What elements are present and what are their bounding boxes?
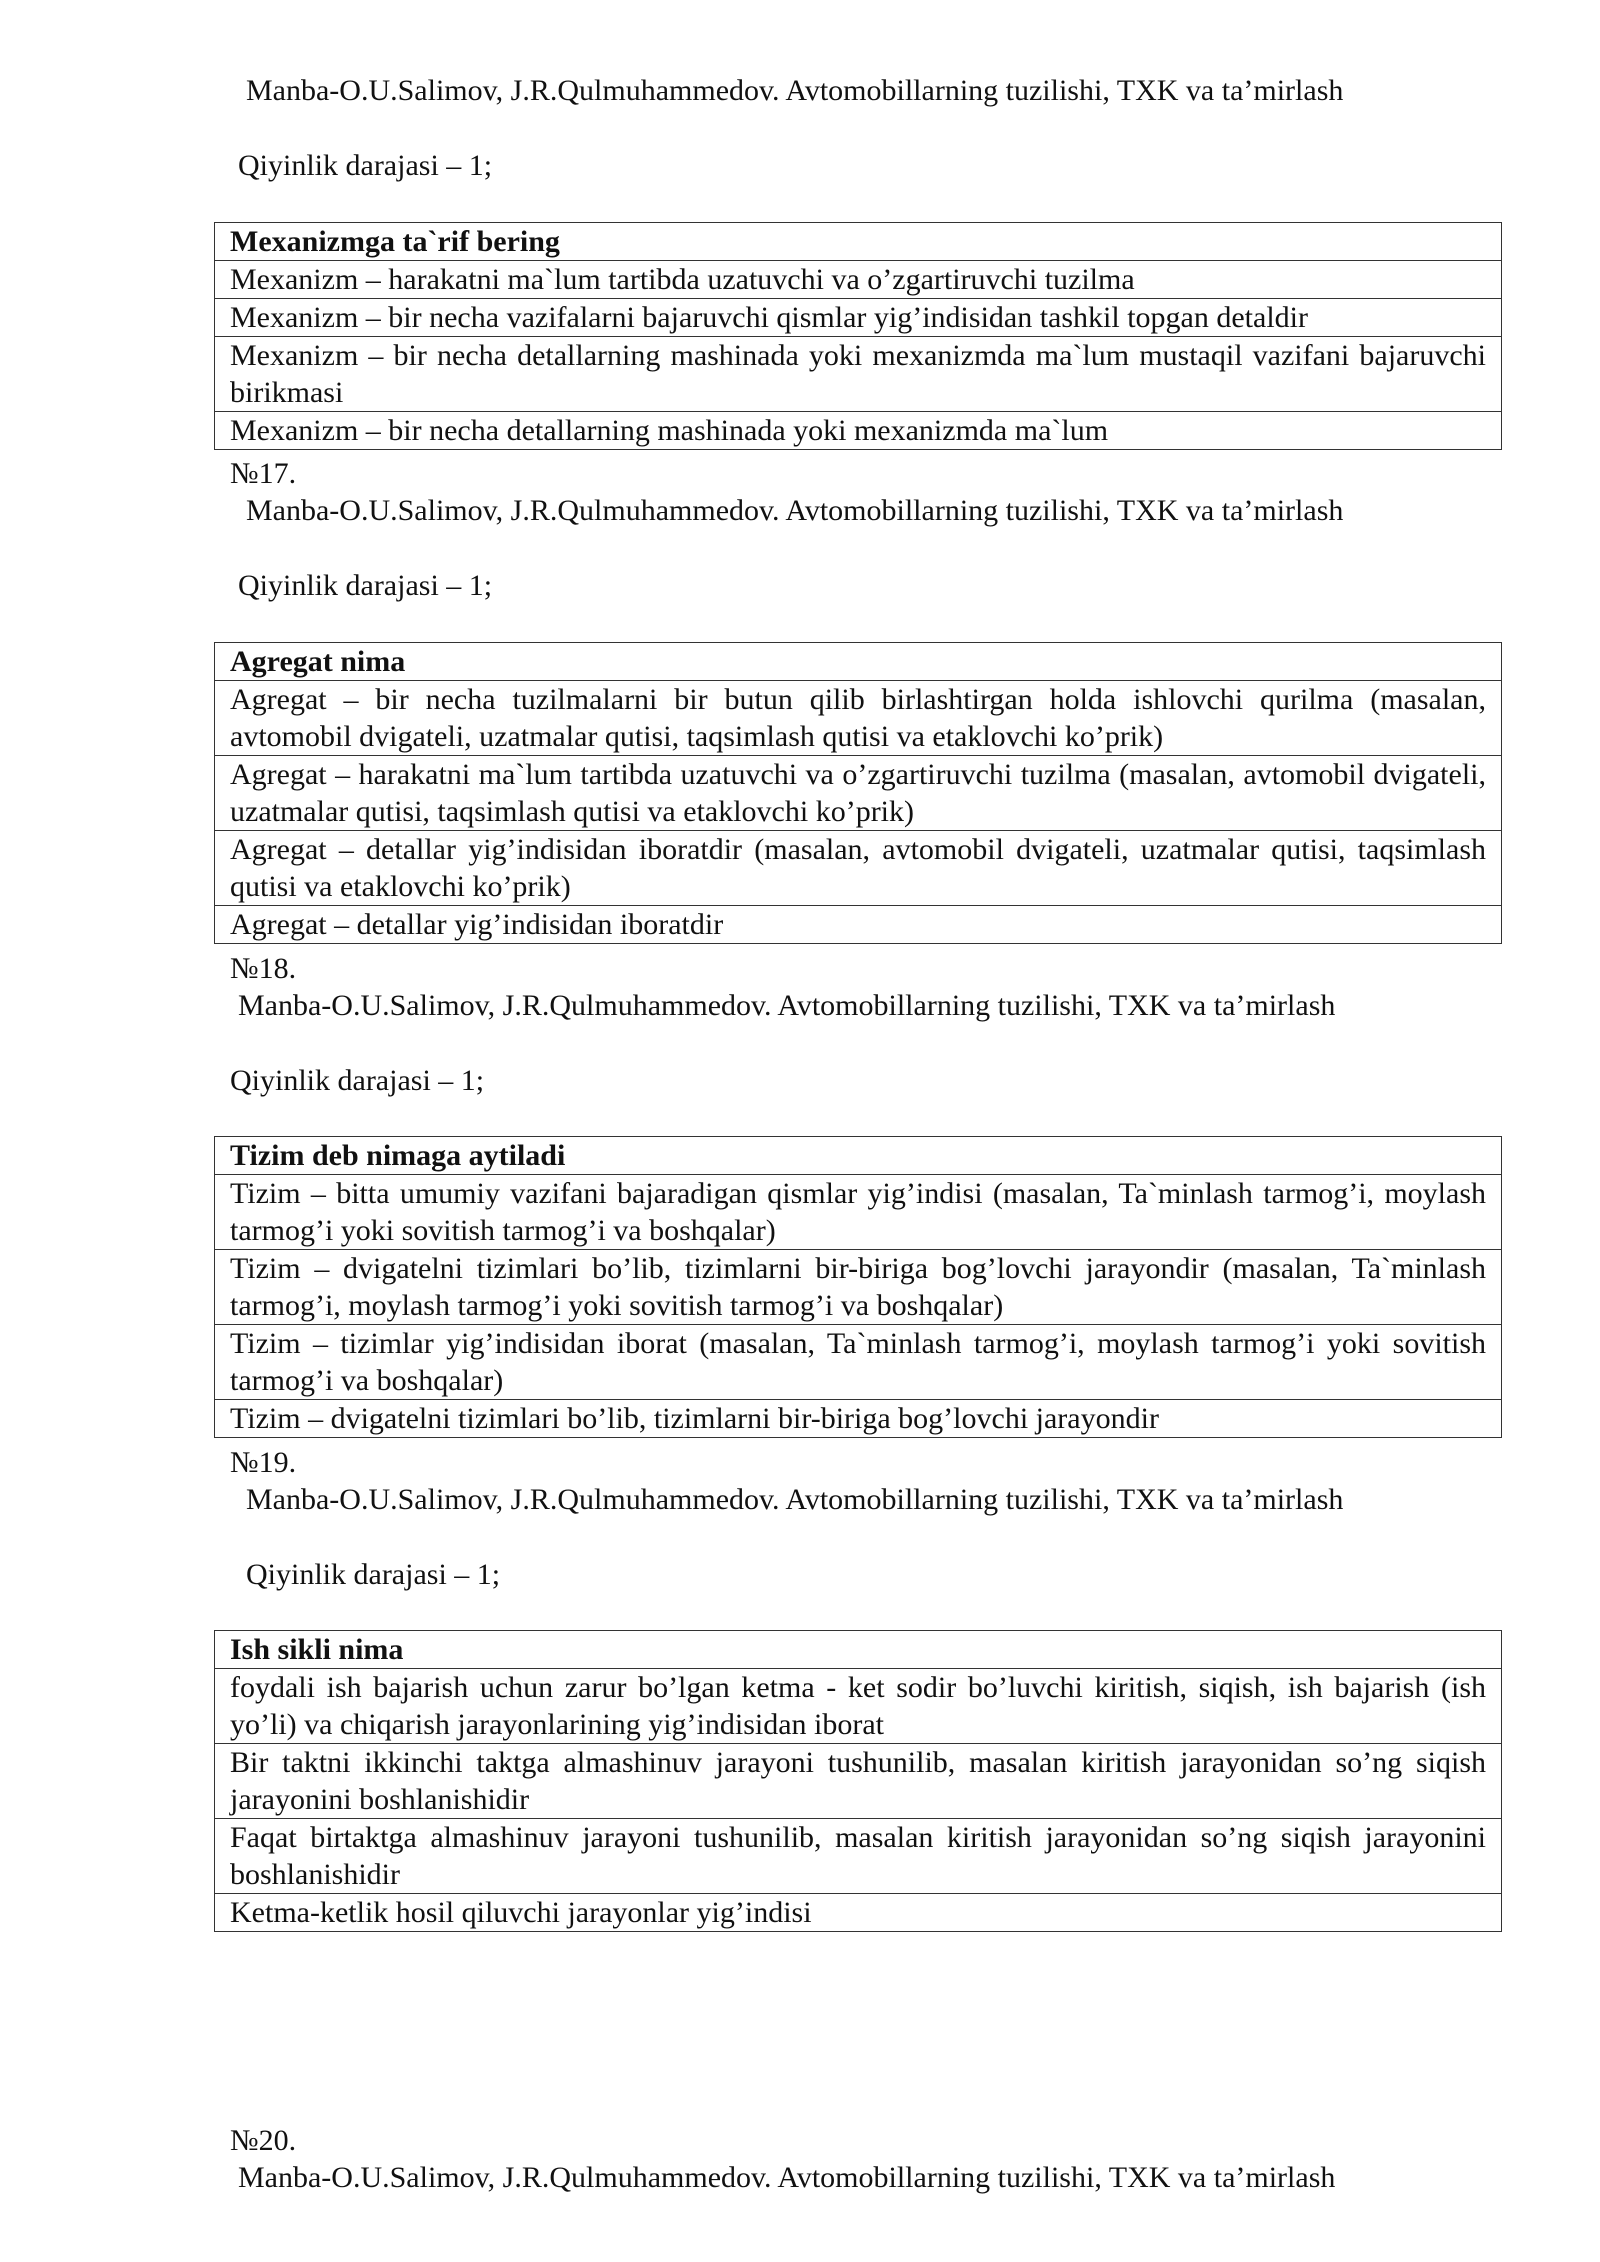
source-line: Manba-O.U.Salimov, J.R.Qulmuhammedov. Avtomobillarning tuzilishi, TXK va ta’mirlash [246, 1483, 1344, 1516]
question-number: №20. [230, 2124, 297, 2157]
source-line: Manba-O.U.Salimov, J.R.Qulmuhammedov. Avtomobillarning tuzilishi, TXK va ta’mirlash [246, 494, 1344, 527]
question-table [214, 1630, 1502, 1932]
source-line: Manba-O.U.Salimov, J.R.Qulmuhammedov. Avtomobillarning tuzilishi, TXK va ta’mirlash [238, 989, 1336, 1022]
question-table [214, 642, 1502, 944]
question-number: №19. [230, 1446, 297, 1479]
source-line: Manba-O.U.Salimov, J.R.Qulmuhammedov. Avtomobillarning tuzilishi, TXK va ta’mirlash [238, 2161, 1336, 2194]
question-heading: Mexanizmga ta`rif bering [215, 223, 1502, 261]
answer-option: Tizim – bitta umumiy vazifani bajaradigan qismlar yig’indisi (masalan, Ta`minlash tarmog’i, moylash tarmog’i yoki sovitish tarmog’i va boshqalar) [215, 1175, 1502, 1250]
answer-option: Mexanizm – harakatni ma`lum tartibda uzatuvchi va o’zgartiruvchi tuzilma [215, 261, 1502, 299]
question-heading: Tizim deb nimaga aytiladi [215, 1137, 1502, 1175]
difficulty-line: Qiyinlik darajasi – 1; [238, 569, 493, 602]
answer-option: Tizim – dvigatelni tizimlari bo’lib, tizimlarni bir-biriga bog’lovchi jarayondir (masalan, Ta`minlash tarmog’i, moylash tarmog’i yoki sovitish tarmog’i va boshqalar) [215, 1250, 1502, 1325]
question-heading: Ish sikli nima [215, 1631, 1502, 1669]
answer-option: Tizim – tizimlar yig’indisidan iborat (masalan, Ta`minlash tarmog’i, moylash tarmog’i yoki sovitish tarmog’i va boshqalar) [215, 1325, 1502, 1400]
question-number: №17. [230, 457, 297, 490]
answer-option: Ketma-ketlik hosil qiluvchi jarayonlar yig’indisi [215, 1894, 1502, 1932]
answer-option: Agregat – harakatni ma`lum tartibda uzatuvchi va o’zgartiruvchi tuzilma (masalan, avtomobil dvigateli, uzatmalar qutisi, taqsimlash qutisi va etaklovchi ko’prik) [215, 756, 1502, 831]
question-number: №18. [230, 952, 297, 985]
answer-option: Tizim – dvigatelni tizimlari bo’lib, tizimlarni bir-biriga bog’lovchi jarayondir [215, 1400, 1502, 1438]
question-heading: Agregat nima [215, 643, 1502, 681]
answer-option: Bir taktni ikkinchi taktga almashinuv jarayoni tushunilib, masalan kiritish jarayonidan so’ng siqish jarayonini boshlanishidir [215, 1744, 1502, 1819]
answer-option: Mexanizm – bir necha detallarning mashinada yoki mexanizmda ma`lum [215, 412, 1502, 450]
answer-option: Agregat – detallar yig’indisidan iboratdir [215, 906, 1502, 944]
difficulty-line: Qiyinlik darajasi – 1; [246, 1558, 501, 1591]
difficulty-line: Qiyinlik darajasi – 1; [238, 149, 493, 182]
answer-option: Mexanizm – bir necha vazifalarni bajaruvchi qismlar yig’indisidan tashkil topgan detaldir [215, 299, 1502, 337]
answer-option: Mexanizm – bir necha detallarning mashinada yoki mexanizmda ma`lum mustaqil vazifani bajaruvchi birikmasi [215, 337, 1502, 412]
source-line: Manba-O.U.Salimov, J.R.Qulmuhammedov. Avtomobillarning tuzilishi, TXK va ta’mirlash [246, 74, 1344, 107]
answer-option: Agregat – bir necha tuzilmalarni bir butun qilib birlashtirgan holda ishlovchi qurilma (masalan, avtomobil dvigateli, uzatmalar qutisi, taqsimlash qutisi va etaklovchi ko’prik) [215, 681, 1502, 756]
answer-option: Faqat birtaktga almashinuv jarayoni tushunilib, masalan kiritish jarayonidan so’ng siqish jarayonini boshlanishidir [215, 1819, 1502, 1894]
answer-option: Agregat – detallar yig’indisidan iboratdir (masalan, avtomobil dvigateli, uzatmalar qutisi, taqsimlash qutisi va etaklovchi ko’prik) [215, 831, 1502, 906]
question-table [214, 1136, 1502, 1438]
answer-option: foydali ish bajarish uchun zarur bo’lgan ketma - ket sodir bo’luvchi kiritish, siqish, ish bajarish (ish yo’li) va chiqarish jarayonlarining yig’indisidan iborat [215, 1669, 1502, 1744]
question-table [214, 222, 1502, 450]
difficulty-line: Qiyinlik darajasi – 1; [230, 1064, 485, 1097]
